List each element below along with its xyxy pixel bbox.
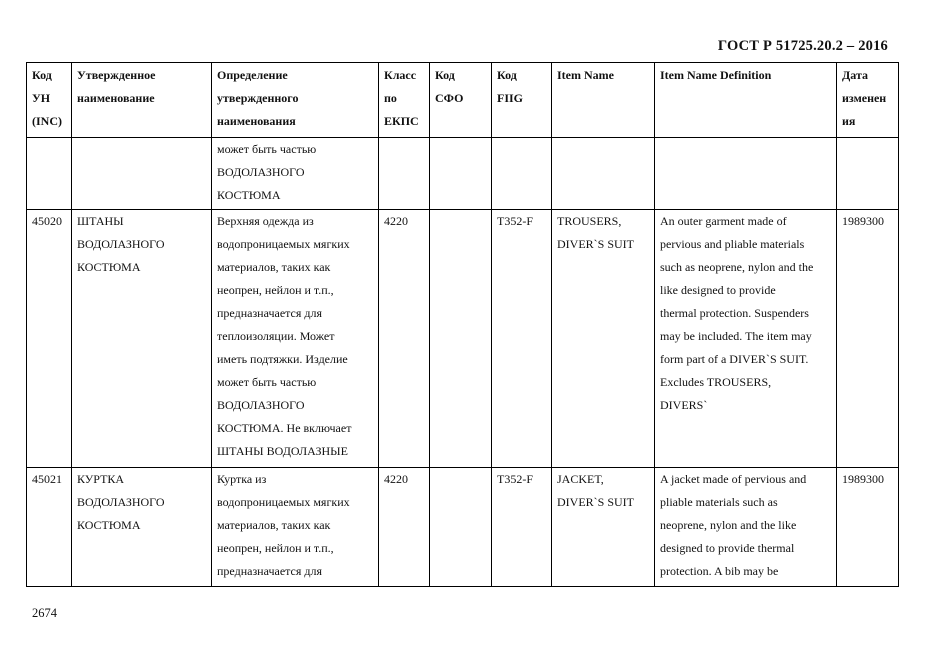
text-line: ВОДОЛАЗНОГО [77,237,165,251]
header-date [837,63,899,138]
cell-item-name [552,468,655,587]
text-line: Верхняя одежда из [217,214,314,228]
cell-inc [27,210,72,468]
text-line: Куртка из [217,472,267,486]
text-line: Excludes TROUSERS, [660,375,772,389]
text-line: Определение [217,68,288,82]
text-line: such as neoprene, nylon and the [660,260,814,274]
text-line: Item Name [557,68,614,82]
text-line: по [384,91,397,105]
text-line: наименование [77,91,155,105]
header-class [379,63,430,138]
text-line: ШТАНЫ [77,214,124,228]
text-line: ШТАНЫ ВОДОЛАЗНЫЕ [217,444,348,458]
text-line: изменен [842,91,887,105]
text-line: УН [32,91,51,105]
text-line: protection. A bib may be [660,564,779,578]
cell-name [72,468,212,587]
text-line: ВОДОЛАЗНОГО [217,165,305,179]
text-line: designed to provide thermal [660,541,795,555]
text-line: may be included. The item may [660,329,812,343]
text-line: Код [497,68,517,82]
header-fiig [492,63,552,138]
cell-item-definition [655,468,837,587]
text-line: pervious and pliable materials [660,237,805,251]
cell-item-name [552,138,655,210]
table-row [27,468,899,587]
text-line: Класс [384,68,417,82]
cell-definition [212,138,379,210]
cell-item-definition [655,210,837,468]
cell-date: 1989300 [837,468,899,587]
cell-sfo [430,210,492,468]
cell-item-definition [655,138,837,210]
text-line: предназначается для [217,564,322,578]
standard-designation: ГОСТ Р 51725.20.2 – 2016 [717,38,888,54]
text-line: утвержденного [217,91,299,105]
cell-sfo [430,138,492,210]
text-line: теплоизоляции. Может [217,329,335,343]
text-line: предназначается для [217,306,322,320]
cell-class: 4220 [379,468,430,587]
cell-fiig: T352-F [492,210,552,468]
text-line: материалов, таких как [217,260,331,274]
text-line: Item Name Definition [660,68,772,82]
text-line: ВОДОЛАЗНОГО [77,495,165,509]
text-line: TROUSERS, [557,214,622,228]
cell-definition [212,468,379,587]
text-line: КОСТЮМА [77,518,141,532]
text-line: A jacket made of pervious and [660,472,807,486]
text-line: 45021 [32,472,62,486]
text-line: Код [435,68,455,82]
table-header-row [27,63,899,138]
text-line: водопроницаемых мягких [217,495,350,509]
cell-class: 4220 [379,210,430,468]
cell-date: 1989300 [837,210,899,468]
cell-definition [212,210,379,468]
text-line: FIIG [497,91,524,105]
table-row [27,138,899,210]
page-number: 2674 [32,606,57,620]
text-line: pliable materials such as [660,495,778,509]
table-row [27,210,899,468]
cell-name [72,138,212,210]
text-line: иметь подтяжки. Изделие [217,352,348,366]
text-line: ВОДОЛАЗНОГО [217,398,305,412]
text-line: DIVER`S SUIT [557,495,634,509]
text-line: материалов, таких как [217,518,331,532]
cell-sfo [430,468,492,587]
header-approved-name [72,63,212,138]
text-line: (INC) [32,114,62,128]
header-inc [27,63,72,138]
text-line: thermal protection. Suspenders [660,306,809,320]
text-line: Дата [842,68,868,82]
text-line: неопрен, нейлон и т.п., [217,541,334,555]
text-line: Код [32,68,52,82]
text-line: КОСТЮМА. Не включает [217,421,352,435]
text-line: form part of a DIVER`S SUIT. [660,352,809,366]
text-line: An outer garment made of [660,214,787,228]
header-sfo [430,63,492,138]
cell-class [379,138,430,210]
text-line: может быть частью [217,142,317,156]
text-line: DIVER`S SUIT [557,237,634,251]
cell-item-name [552,210,655,468]
cell-fiig: T352-F [492,468,552,587]
cell-date [837,138,899,210]
text-line: КОСТЮМА [217,188,281,202]
text-line: ЕКПС [384,114,419,128]
text-line: like designed to provide [660,283,776,297]
text-line: водопроницаемых мягких [217,237,350,251]
cell-inc [27,138,72,210]
text-line: Утвержденное [77,68,156,82]
text-line: неопрен, нейлон и т.п., [217,283,334,297]
text-line: neoprene, nylon and the like [660,518,797,532]
cell-fiig [492,138,552,210]
text-line: JACKET, [557,472,604,486]
header-definition [212,63,379,138]
text-line: КУРТКА [77,472,125,486]
cell-name [72,210,212,468]
text-line: КОСТЮМА [77,260,141,274]
text-line: наименования [217,114,296,128]
text-line: СФО [435,91,464,105]
text-line: DIVERS` [660,398,708,412]
cell-inc [27,468,72,587]
header-item-definition [655,63,837,138]
catalog-table [26,62,899,587]
text-line: 45020 [32,214,62,228]
text-line: ия [842,114,856,128]
header-item-name [552,63,655,138]
text-line: может быть частью [217,375,317,389]
